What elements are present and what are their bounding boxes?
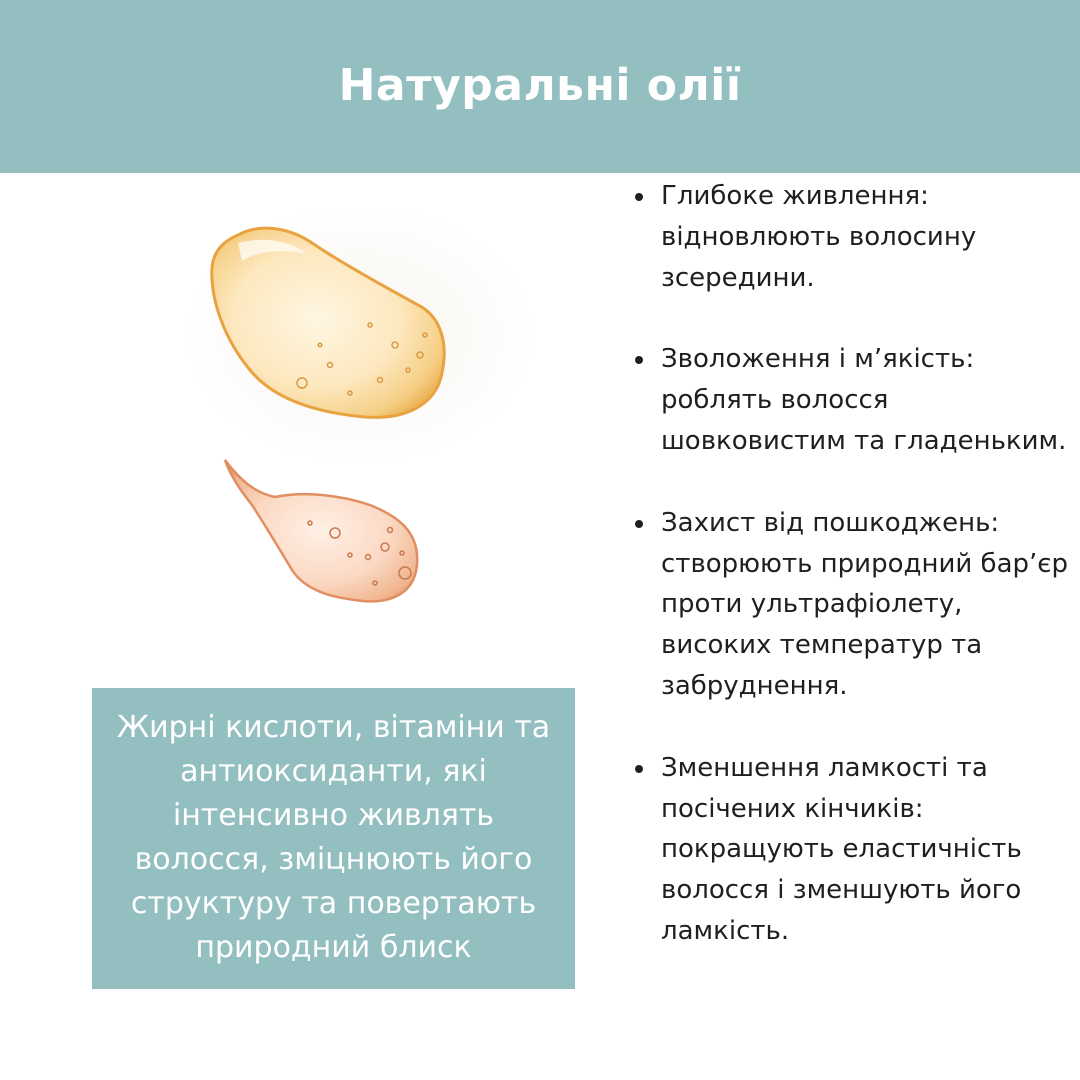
benefit-item: Глибоке живлення: відновлюють волосину зсередини.: [631, 176, 1071, 298]
oil-drops-illustration: [180, 205, 540, 625]
info-text: Жирні кислоти, вітаміни та антиоксиданти, які інтенсивно живлять волосся, зміцнюють його структуру та повертають природний блиск: [116, 710, 551, 965]
header-banner: [0, 0, 1080, 173]
info-box: [92, 688, 575, 989]
lower-oil-drop: [225, 460, 417, 601]
benefit-item: Зволоження і м’якість: роблять волосся шовковистим та гладеньким.: [631, 339, 1071, 461]
page-title: Натуральні олії: [338, 60, 742, 111]
benefits-list: [631, 176, 1071, 993]
benefit-item: Зменшення ламкості та посічених кінчиків: покращують еластичність волосся і зменшують його ламкість.: [631, 748, 1071, 952]
benefit-item: Захист від пошкоджень: створюють природний бар’єр проти ультрафіолету, високих температур та забруднення.: [631, 503, 1071, 707]
